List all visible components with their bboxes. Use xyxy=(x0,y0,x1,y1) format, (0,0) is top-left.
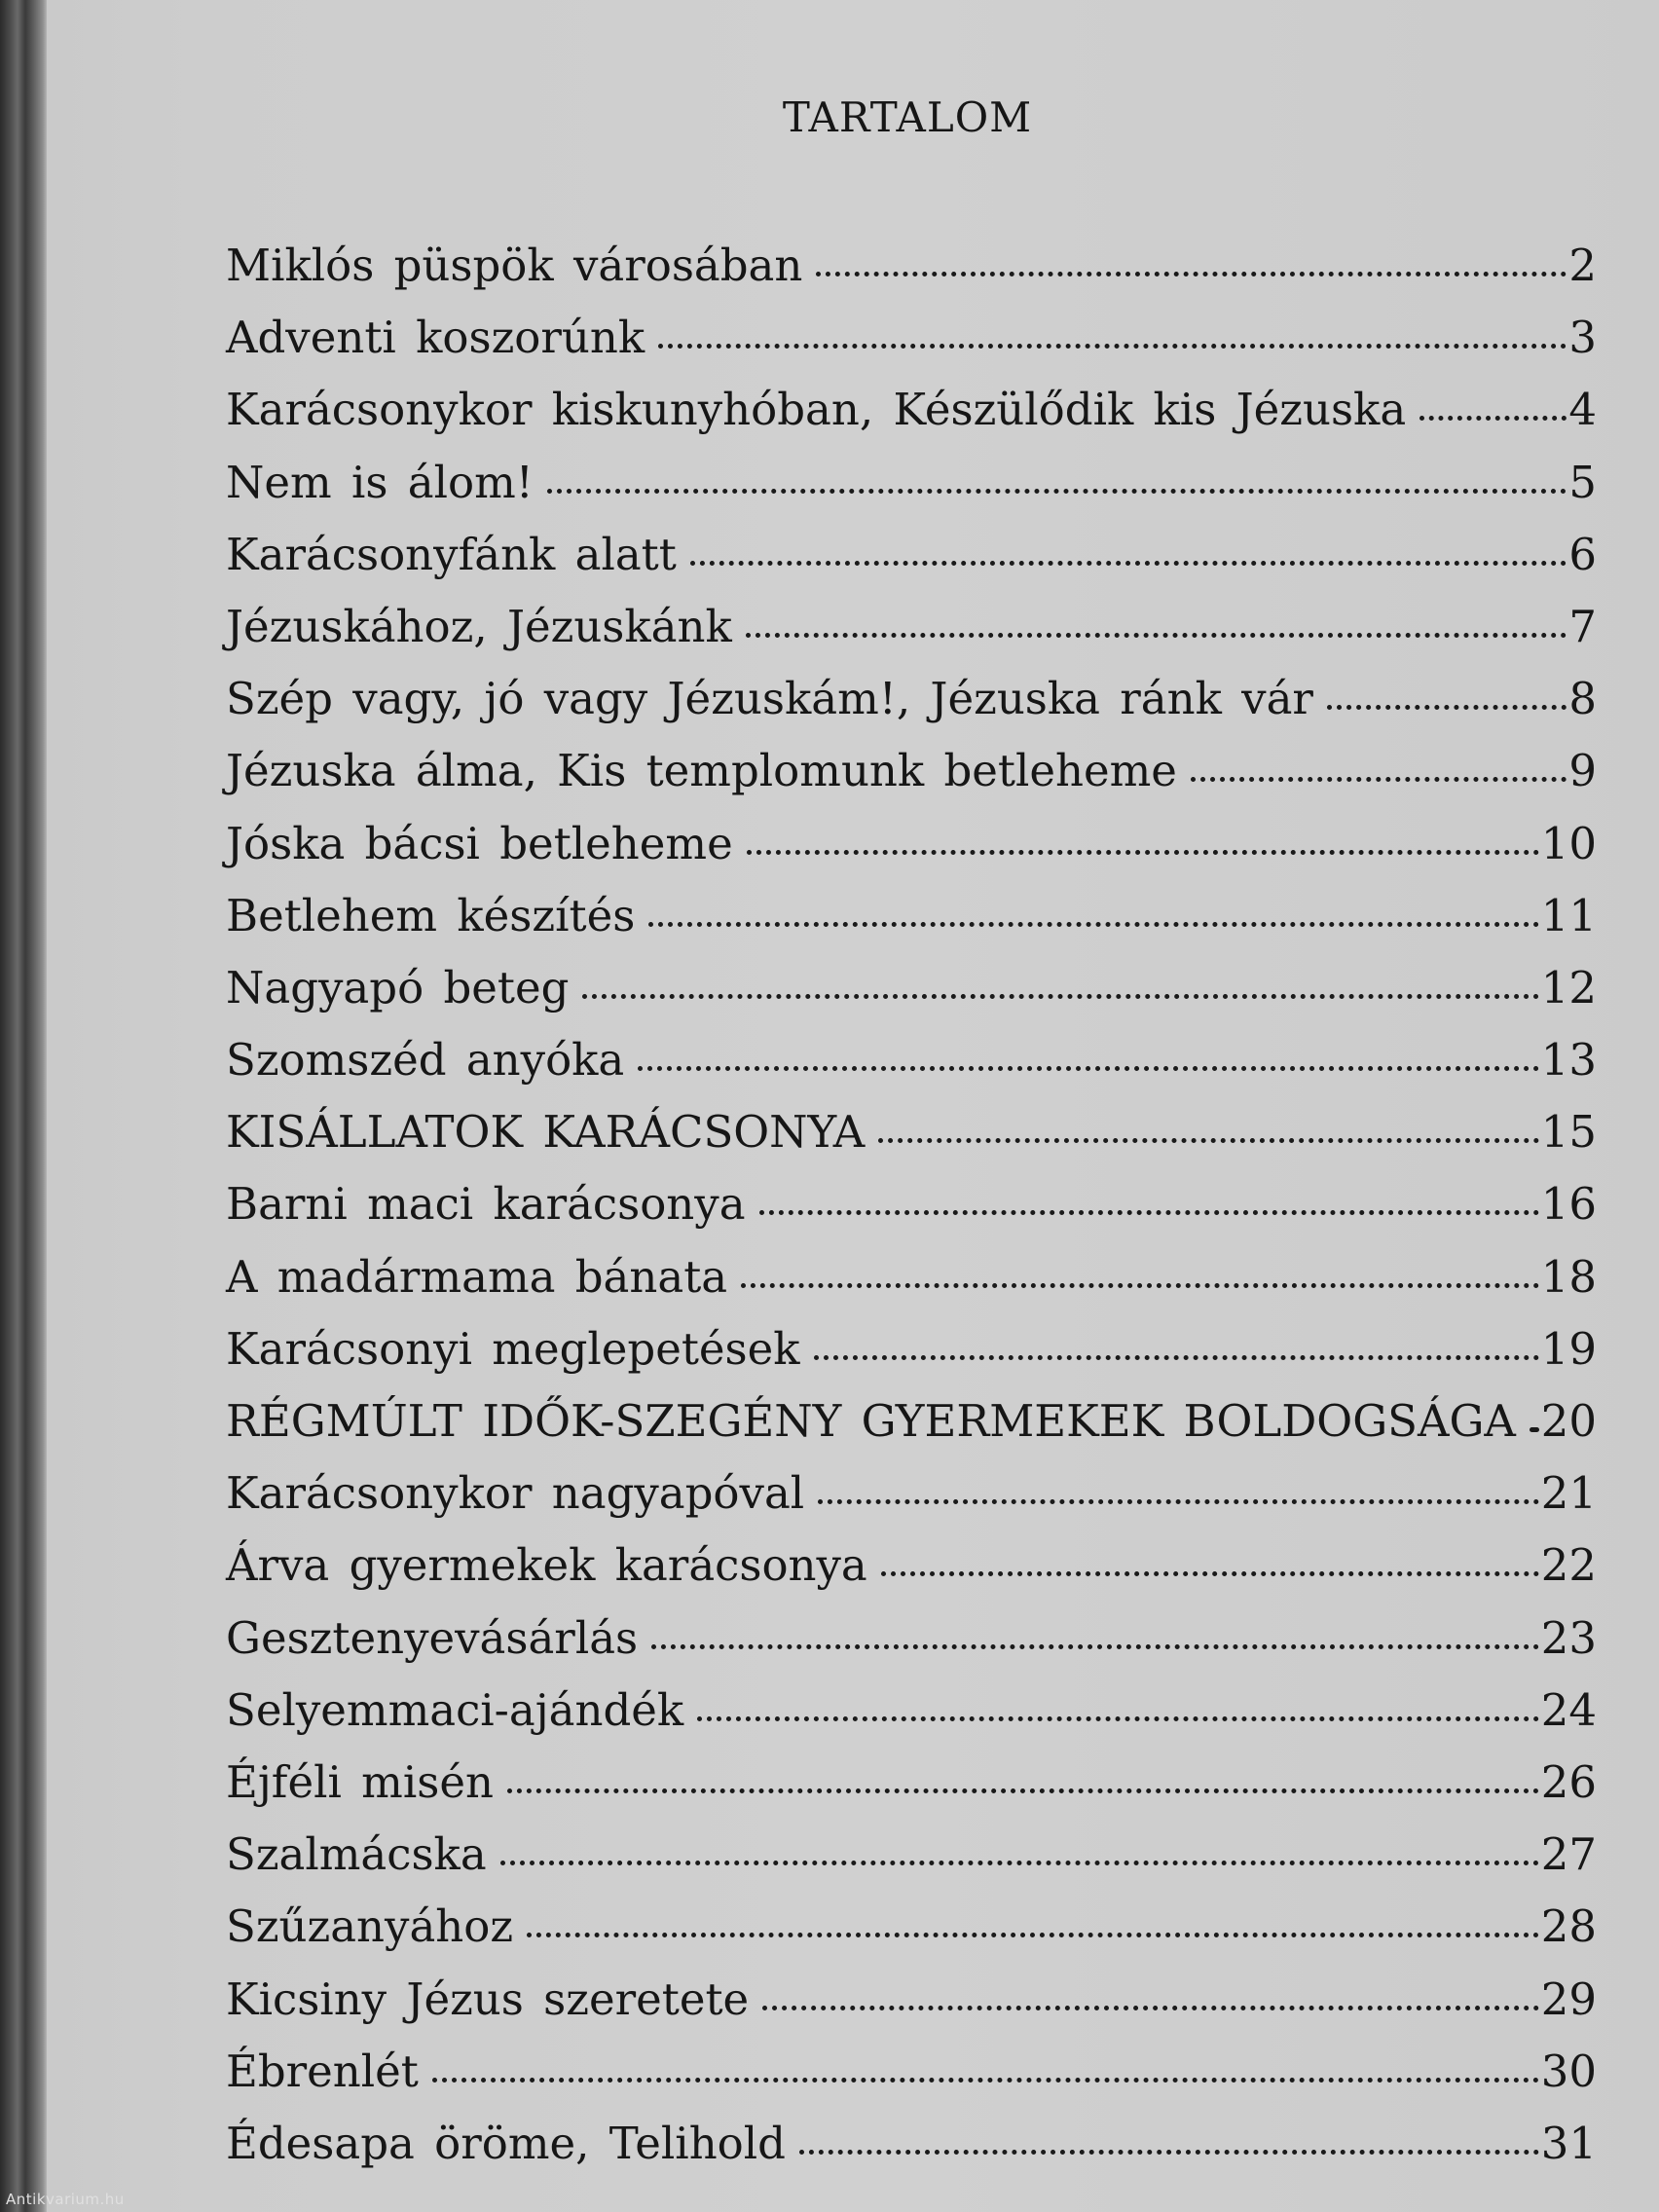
toc-entry xyxy=(226,735,1597,807)
toc-entry xyxy=(226,1747,1597,1819)
toc-entry-page-number: 23 xyxy=(1540,1611,1597,1664)
dot-leader xyxy=(818,1499,1539,1504)
toc-entry-title: Jóska bácsi betleheme xyxy=(226,817,733,869)
toc-entry xyxy=(226,519,1597,591)
toc-entry-title: Adventi koszorúnk xyxy=(226,312,645,364)
toc-entry xyxy=(226,808,1597,880)
toc-entry xyxy=(226,663,1597,735)
toc-entry-page-number: 18 xyxy=(1540,1250,1597,1303)
toc-entry-title: Édesapa öröme, Telihold xyxy=(226,2117,786,2169)
dot-leader xyxy=(697,1716,1539,1721)
toc-entry-page-number: 7 xyxy=(1568,600,1597,652)
toc-entry-title: Árva gyermekek karácsonya xyxy=(226,1539,867,1592)
dot-leader xyxy=(1191,777,1567,782)
dot-leader xyxy=(759,1210,1539,1215)
dot-leader xyxy=(878,1138,1538,1143)
toc-entry-page-number: 22 xyxy=(1540,1539,1597,1592)
toc-entry xyxy=(226,1385,1597,1457)
dot-leader xyxy=(547,489,1567,494)
toc-entry-title: Gesztenyevásárlás xyxy=(226,1611,639,1664)
toc-entry-title: Karácsonykor kiskunyhóban, Készülődik kis Jézuska xyxy=(226,384,1407,436)
dot-leader xyxy=(527,1933,1539,1937)
toc-entry xyxy=(226,2036,1597,2108)
dot-leader xyxy=(747,850,1539,855)
toc-entry-title: Karácsonyi meglepetések xyxy=(226,1322,800,1375)
toc-entry-page-number: 10 xyxy=(1540,817,1597,869)
dot-leader xyxy=(1419,416,1567,421)
toc-entry-page-number: 26 xyxy=(1540,1755,1597,1808)
dot-leader xyxy=(1327,705,1567,710)
toc-entry-title: Éjféli misén xyxy=(226,1755,494,1808)
toc-entry-title: Nem is álom! xyxy=(226,456,534,508)
dot-leader xyxy=(799,2150,1539,2155)
dot-leader xyxy=(658,344,1567,349)
toc-entry xyxy=(226,1313,1597,1385)
toc-entry xyxy=(226,2108,1597,2180)
toc-entry-title: Nagyapó beteg xyxy=(226,961,570,1014)
dot-leader xyxy=(690,561,1567,566)
toc-entry-page-number: 16 xyxy=(1540,1178,1597,1231)
toc-entry-page-number: 12 xyxy=(1540,961,1597,1014)
toc-entry-page-number: 29 xyxy=(1540,1972,1597,2025)
dot-leader xyxy=(746,633,1567,638)
dot-leader xyxy=(762,2006,1539,2010)
toc-entry xyxy=(226,1530,1597,1602)
toc-entry xyxy=(226,1603,1597,1675)
toc-entry xyxy=(226,1168,1597,1240)
toc-entry-title: Karácsonyfánk alatt xyxy=(226,528,677,580)
dot-leader xyxy=(582,994,1538,999)
toc-entry-page-number: 9 xyxy=(1568,745,1597,797)
toc-entry-title: RÉGMÚLT IDŐK-SZEGÉNY GYERMEKEK BOLDOGSÁGA xyxy=(226,1395,1516,1447)
dot-leader xyxy=(507,1788,1539,1793)
toc-entry-page-number: 24 xyxy=(1540,1683,1597,1736)
toc-entry-title: A madármama bánata xyxy=(226,1250,728,1303)
toc-entry-title: Barni maci karácsonya xyxy=(226,1178,746,1231)
toc-entry-title: Szép vagy, jó vagy Jézuskám!, Jézuska ránk vár xyxy=(226,673,1313,725)
toc-entry xyxy=(226,1024,1597,1096)
toc-entry-page-number: 28 xyxy=(1540,1900,1597,1953)
dot-leader xyxy=(648,922,1538,927)
toc-entry-page-number: 15 xyxy=(1540,1106,1597,1159)
dot-leader xyxy=(500,1861,1539,1865)
page-title: TARTALOM xyxy=(782,93,1033,141)
toc-entry-title: Szűzanyához xyxy=(226,1900,514,1953)
toc-entry-page-number: 13 xyxy=(1540,1034,1597,1087)
dot-leader xyxy=(814,1355,1539,1360)
toc-entry xyxy=(226,1457,1597,1530)
toc-entry xyxy=(226,1964,1597,2036)
toc-entry-title: Karácsonykor nagyapóval xyxy=(226,1467,805,1520)
toc-entry xyxy=(226,1241,1597,1313)
toc-entry xyxy=(226,1891,1597,1963)
toc-entry xyxy=(226,880,1597,952)
toc-entry-page-number: 21 xyxy=(1540,1467,1597,1520)
dot-leader xyxy=(816,272,1567,276)
toc-entry xyxy=(226,1096,1597,1168)
toc-entry-page-number: 3 xyxy=(1568,312,1597,364)
toc-entry-title: Kicsiny Jézus szeretete xyxy=(226,1972,750,2025)
toc-entry-page-number: 4 xyxy=(1568,384,1597,436)
toc-entry-title: Jézuska álma, Kis templomunk betleheme xyxy=(226,745,1177,797)
toc-entry-page-number: 30 xyxy=(1540,2045,1597,2097)
toc-entry xyxy=(226,447,1597,519)
toc-entry-title: Ébrenlét xyxy=(226,2045,419,2097)
toc-entry-title: Selyemmaci-ajándék xyxy=(226,1683,684,1736)
toc-entry xyxy=(226,230,1597,302)
toc-entry-page-number: 20 xyxy=(1540,1395,1597,1447)
dot-leader xyxy=(1530,1427,1539,1432)
toc-entry-title: Miklós püspök városában xyxy=(226,240,803,291)
toc-entry-title: KISÁLLATOK KARÁCSONYA xyxy=(226,1106,866,1159)
dot-leader xyxy=(638,1066,1538,1071)
toc-entry xyxy=(226,1819,1597,1891)
table-of-contents xyxy=(226,230,1597,2180)
watermark: Antikvarium.hu xyxy=(6,2191,125,2208)
dot-leader xyxy=(432,2078,1539,2083)
toc-entry-title: Szalmácska xyxy=(226,1828,487,1881)
dot-leader xyxy=(741,1283,1539,1288)
toc-entry xyxy=(226,374,1597,446)
toc-entry-page-number: 5 xyxy=(1568,456,1597,508)
toc-entry xyxy=(226,302,1597,374)
toc-entry xyxy=(226,1675,1597,1747)
toc-entry xyxy=(226,591,1597,663)
dot-leader xyxy=(651,1644,1539,1649)
toc-entry-page-number: 8 xyxy=(1568,673,1597,725)
toc-entry xyxy=(226,952,1597,1024)
toc-entry-page-number: 11 xyxy=(1540,889,1597,941)
toc-entry-title: Szomszéd anyóka xyxy=(226,1034,625,1087)
toc-entry-page-number: 2 xyxy=(1568,240,1597,291)
toc-entry-page-number: 27 xyxy=(1540,1828,1597,1881)
toc-entry-title: Betlehem készítés xyxy=(226,889,636,941)
dot-leader xyxy=(881,1571,1539,1576)
toc-entry-page-number: 19 xyxy=(1540,1322,1597,1375)
toc-entry-page-number: 31 xyxy=(1540,2117,1597,2169)
toc-entry-title: Jézuskához, Jézuskánk xyxy=(226,600,732,652)
toc-entry-page-number: 6 xyxy=(1568,528,1597,580)
book-spine-edge xyxy=(0,0,47,2212)
